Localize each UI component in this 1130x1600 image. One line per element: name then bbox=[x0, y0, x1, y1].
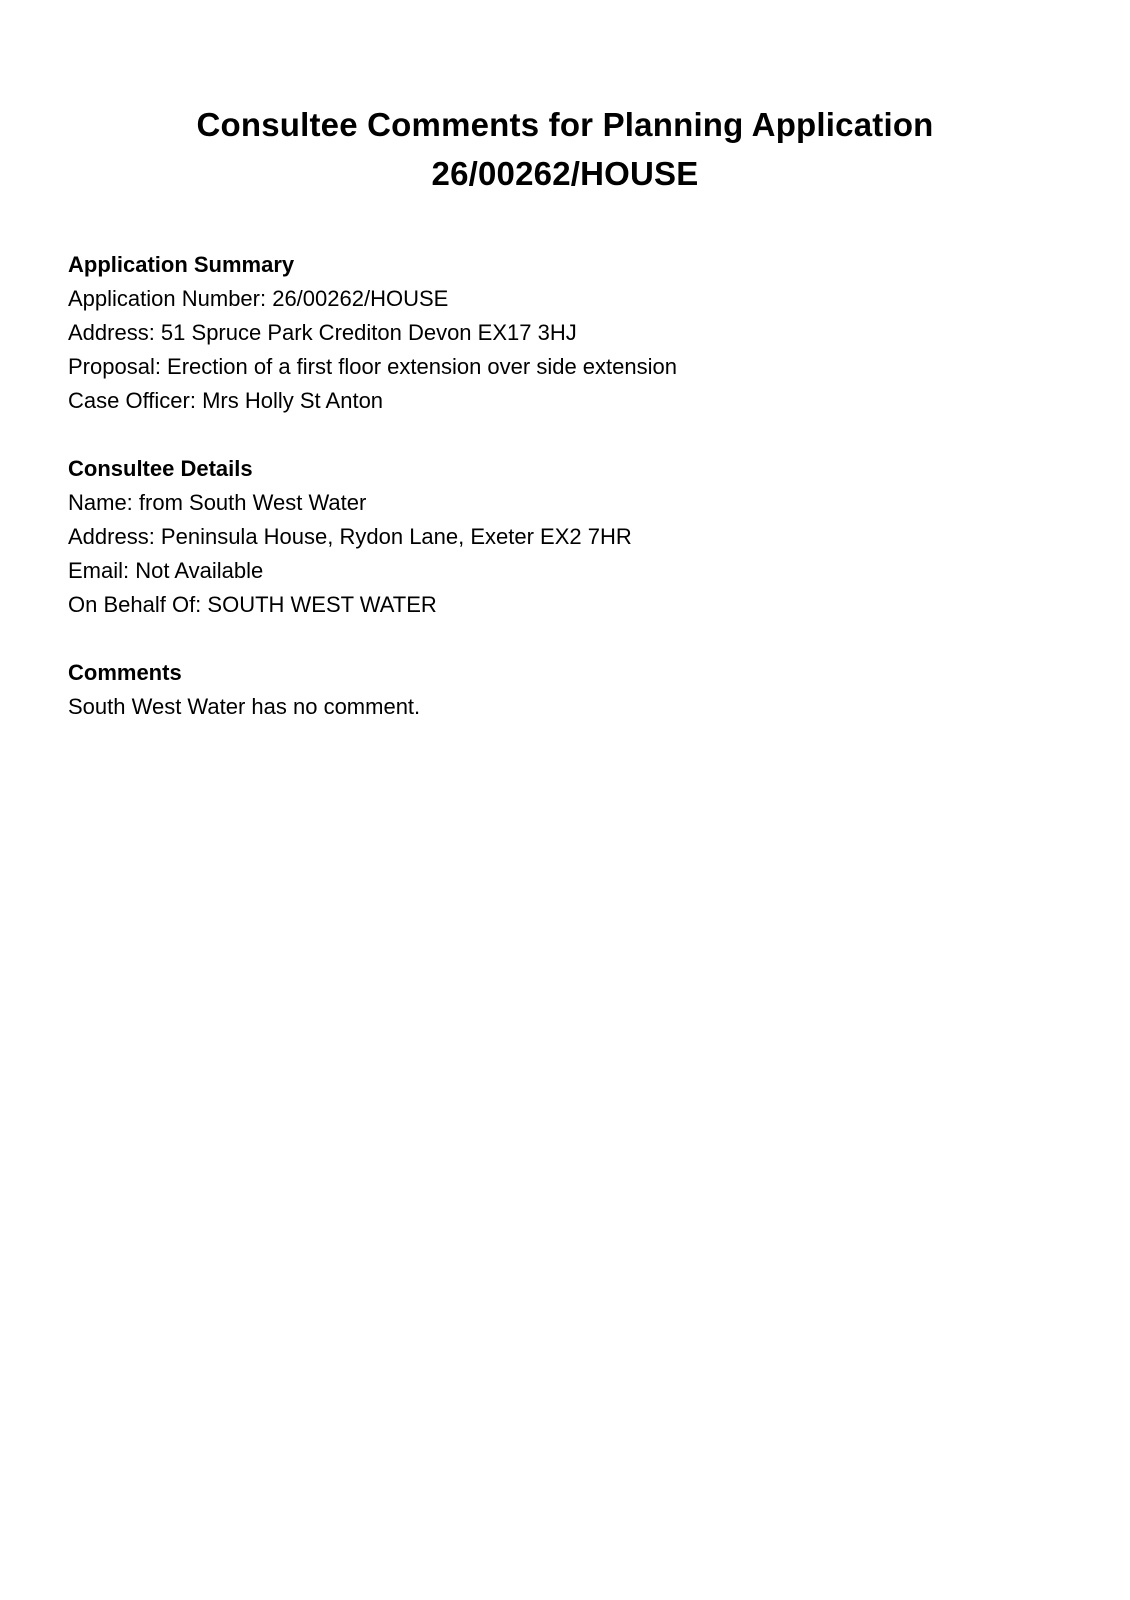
document-title-line-2: 26/00262/HOUSE bbox=[431, 155, 699, 193]
proposal-line: Proposal: Erection of a first floor extension over side extension bbox=[68, 354, 677, 380]
application-summary-heading: Application Summary bbox=[68, 252, 295, 278]
on-behalf-of-line: On Behalf Of: SOUTH WEST WATER bbox=[68, 592, 437, 618]
application-summary-section bbox=[68, 248, 1062, 418]
comment-text: South West Water has no comment. bbox=[68, 694, 421, 720]
consultee-email-line: Email: Not Available bbox=[68, 558, 264, 584]
consultee-details-heading: Consultee Details bbox=[68, 456, 253, 482]
document-title bbox=[68, 100, 1062, 198]
comments-heading: Comments bbox=[68, 660, 182, 686]
consultee-details-section bbox=[68, 452, 1062, 622]
consultee-address-line: Address: Peninsula House, Rydon Lane, Exeter EX2 7HR bbox=[68, 524, 632, 550]
application-number-line: Application Number: 26/00262/HOUSE bbox=[68, 286, 449, 312]
consultee-name-line: Name: from South West Water bbox=[68, 490, 367, 516]
case-officer-line: Case Officer: Mrs Holly St Anton bbox=[68, 388, 384, 414]
comments-section bbox=[68, 656, 1062, 724]
document-title-line-1: Consultee Comments for Planning Application bbox=[196, 106, 934, 144]
application-address-line: Address: 51 Spruce Park Crediton Devon EX17 3HJ bbox=[68, 320, 577, 346]
